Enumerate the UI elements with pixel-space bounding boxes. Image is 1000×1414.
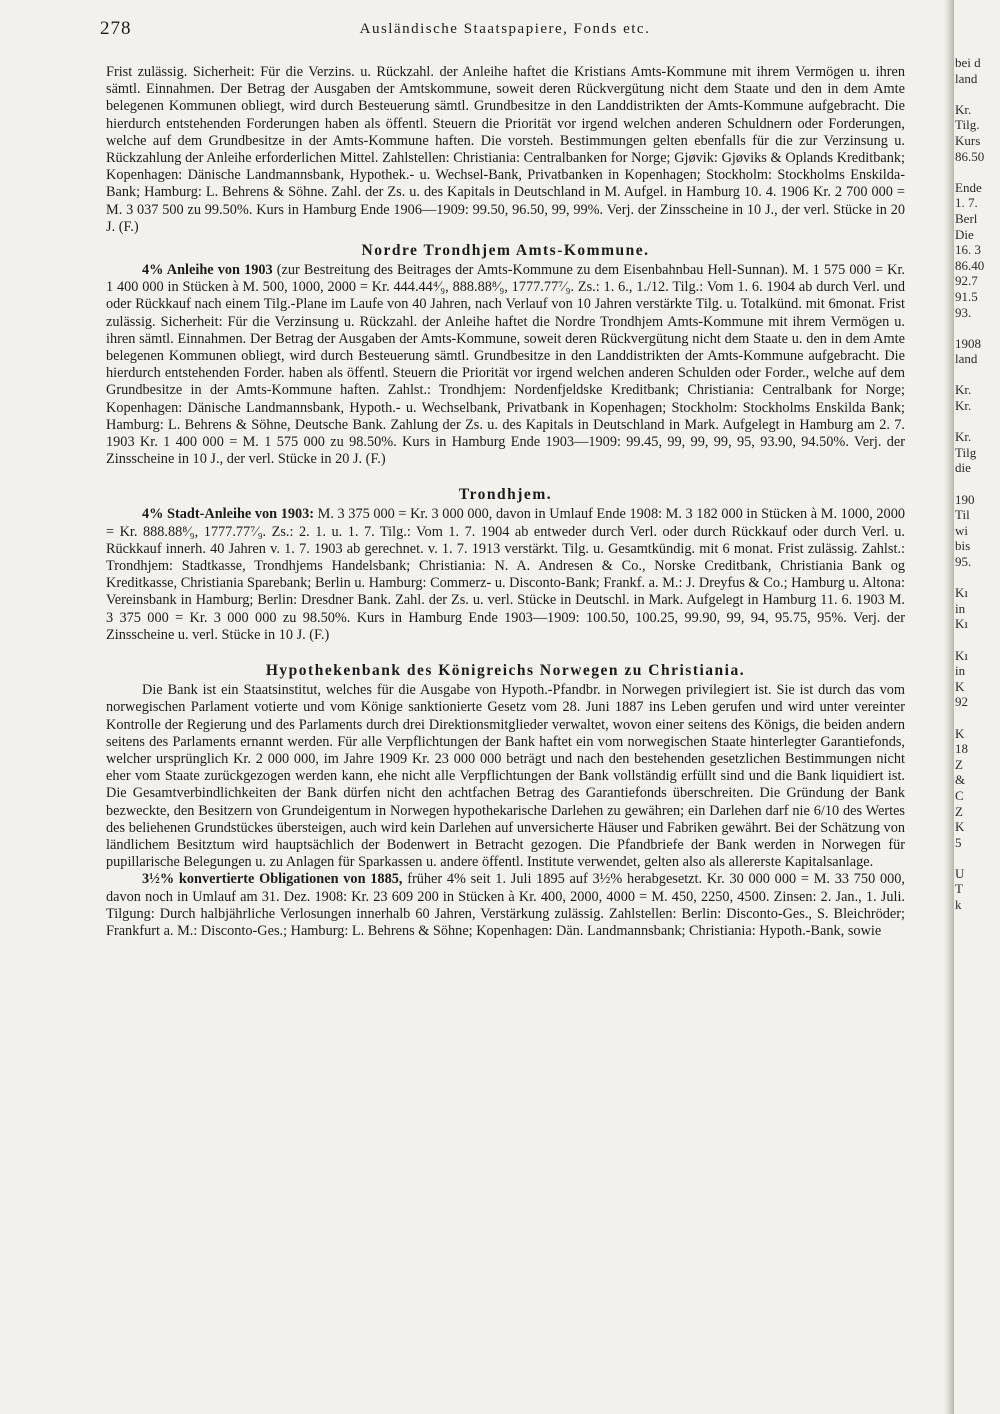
section-title-hypothekenbank: Hypothekenbank des Königreichs Norwegen zu Christiania. [265, 662, 746, 680]
adjacent-fragment: C [955, 787, 964, 803]
adjacent-fragment: & [955, 772, 966, 788]
adjacent-fragment: 18 [955, 741, 968, 757]
adjacent-fragment: Tilg. [955, 117, 980, 133]
adjacent-fragment: Til [955, 507, 970, 523]
adjacent-fragment: 95. [955, 554, 972, 569]
adjacent-fragment: land [955, 351, 978, 367]
adjacent-gap [955, 367, 1000, 383]
adjacent-fragment: 91.5 [955, 288, 978, 304]
page-edge-shadow [944, 0, 954, 1414]
nordre-paragraph [106, 262, 905, 468]
adjacent-gap [955, 476, 1000, 492]
adjacent-gap [955, 320, 1000, 336]
adjacent-fragment: 190 [955, 491, 975, 507]
adjacent-fragment: k [955, 897, 962, 913]
main-text-column [106, 64, 905, 1404]
adjacent-fragment: die [955, 460, 971, 476]
adjacent-fragment: land [955, 70, 978, 86]
adjacent-gap [955, 414, 1000, 430]
nordre-loan-title: 4% Anleihe von 1903 [142, 262, 273, 279]
nordre-loan-body: (zur Bestreitung des Beitrages der Amts-Kommune zu dem Eisenbahnbau Hell-Sunnan). M. 1 575 000 = Kr. 1 400 000 in Stücken à M. 500, 1000, 2000 = Kr. 444.44⁴⁄₉, 888.88⁸⁄₉, 1777.77⁷⁄₉. Zs.: 1. 6., 1./12. Tilg.: Vom 1. 6. 1904 ab durch Verl. und oder Rückkauf nach einem Tilg.-Plane im Laufe von 40 Jahren, nach Verlauf von 10 Jahren verstärkte Tilg. u. Totalkünd. mit 6monat. Frist zulässig. Sicherheit: Für die Verzinsung u. Rückzahl. der Anleihe haftet die Nordre Trondhjem Amts-Kommune mit ihrem Vermögen u. ihren sämtl. Einnahmen. Der Betrag der Ausgaben der Amts-Kommune, soweit deren Rückvergütung nicht dem Staate u. den in dem Amte belegenen Kommunen obliegt, wird durch Besteuerung sämtl. Grundbesitze in den Landdistrikten der Amts-Kommune aufgebracht. Die hierdurch entstehenden Forder. haben als öffentl. Steuern die Priorität vor irgend welchen anderen Schulden oder Forder., welche auf dem Grundbesitze in der Amts-Kommune haften. Zahlst.: Trondhjem: Nordenfjeldske Kreditbank; Christiania: Centralbank for Norge; Kopenhagen: Dänische Landmannsbank, Hypoth.- u. Wechselbank, Privatbank in Kopenhagen; Stockholm: Stockholms Enskilda Bank; Hamburg: L. Behrens & Söhne, Deutsche Bank. Zahlung der Zs. u. des Kapitals in Deutschland in Mark. Aufgelegt in Hamburg am 2. 7. 1903 Kr. 1 400 000 = M. 1 575 000 zu 98.50%. Kurs in Hamburg Ende 1903—1909: 99.45, 99, 99, 99, 95, 93.90, 94.50%. Verj. der Zinsscheine in 10 J., der verl. Stücke in 20 J. (F.) [106, 262, 905, 468]
adjacent-fragment: Kı [955, 616, 968, 632]
adjacent-fragment: Kr. [955, 382, 972, 398]
trondhjem-paragraph [106, 506, 905, 644]
adjacent-gap [955, 86, 1000, 102]
adjacent-gap [955, 164, 1000, 180]
adjacent-fragment: Kı [955, 585, 968, 601]
adjacent-fragment: 1. 7. [955, 195, 978, 211]
adjacent-fragment: 16. 3 [955, 242, 981, 258]
adjacent-fragment: 86.40 [955, 257, 985, 273]
spacer [106, 644, 905, 656]
page-number: 278 [100, 18, 132, 39]
adjacent-page-strip [955, 55, 1000, 1414]
hypothekenbank-intro: Die Bank ist ein Staatsinstitut, welches für die Ausgabe von Hypoth.-Pfandbr. in Norwegen privilegiert ist. Sie ist durch das vom norwegischen Parlament votierte und vom Könige sanktionierte Gesetz vom 28. Juni 1887 ins Leben gerufen und wird unter vereinter Kontrolle der Regierung und des Parlaments durch drei Direktionsmitglieder verwaltet, wovon einer seitens des Königs, die beiden andern seitens des Parlaments ernannt werden. Für alle Verpflichtungen der Bank haftet ein vom norwegischen Staate hinterlegter Garantiefonds, welcher ursprünglich Kr. 2 000 000, im Jahre 1909 Kr. 23 000 000 beträgt und nach den bestehenden gesetzlichen Bestimmungen nicht eher vom Staate zurückgezogen werden kann, ehe nicht alle Verpflichtungen der Bank vollständig erfüllt sind und die Bank liquidiert ist. Die Gesamtverbindlichkeiten der Bank dürfen nicht den achtfachen Betrag des Garantiefonds überschreiten. Die Gründung der Bank bezweckte, den Besitzern von Grundeigentum in Norwegen hypothekarische Darlehen zu gewähren; ein Darlehen darf nie 6/10 des Wertes des beliehenen Grundstückes übersteigen, auch wird kein Darlehen auf unversicherte Häuser und Fabriken gewährt. Bei der Schätzung von ländlichem Besitztum wird hauptsächlich der Bodenwert in Betracht gezogen. Die Pfandbriefe der Bank werden in Norwegen für pupillarische Belegungen u. zu Anlagen für Sparkassen u. andere öffentl. Institute verwendet, gelten also als allererste Kapitalsanlage. [106, 682, 905, 871]
section-title-trondhjem: Trondhjem. [458, 486, 553, 504]
adjacent-fragment: U [955, 865, 965, 881]
obligations-body: früher 4% seit 1. Juli 1895 auf 3½% herabgesetzt. Kr. 30 000 000 = M. 33 750 000, davon noch in Umlauf am 31. Dez. 1908: Kr. 23 609 200 in Stücken à Kr. 400, 2000, 4000 = M. 450, 2250, 4500. Zinsen: 2. Jan., 1. Juli. Tilgung: Durch halbjährliche Verlosungen innerhalb 60 Jahren, Verstärkung zulässig. Zahlstellen: Berlin: Disconto-Ges., S. Bleichröder; Frankfurt a. M.: Disconto-Ges.; Hamburg: L. Behrens & Söhne; Kopenhagen: Dän. Landmannsbank; Christiania: Hypoth.-Bank, sowie [106, 871, 905, 939]
adjacent-fragment: Die [955, 226, 974, 242]
adjacent-fragment: Kr. [955, 101, 972, 117]
section-title-nordre-trondhjem: Nordre Trondhjem Amts-Kommune. [361, 242, 650, 260]
adjacent-fragment: Z [955, 803, 963, 819]
adjacent-fragment: 92 [955, 694, 968, 710]
adjacent-fragment: Kr. [955, 398, 972, 414]
adjacent-fragment: Kurs [955, 132, 981, 148]
adjacent-fragment: T [955, 881, 963, 897]
adjacent-fragment: in [955, 600, 966, 616]
adjacent-fragment: Tilg [955, 444, 977, 460]
adjacent-fragment: 86.50 [955, 148, 985, 164]
adjacent-fragment: Kı [955, 647, 968, 663]
adjacent-fragment: bei d [955, 55, 981, 70]
adjacent-fragment: bis [955, 538, 971, 554]
adjacent-fragment: 92.7 [955, 273, 978, 289]
kristians-paragraph: Frist zulässig. Sicherheit: Für die Verzins. u. Rückzahl. der Anleihe haftet die Kristians Amts-Kommune mit ihrem Vermögen u. ihren sämtl. Einnahmen. Der Betrag der Ausgaben der Amtskommune, soweit deren Rückvergütung nicht dem Staate und den in dem Amte belegenen Kommunen obliegt, wird durch Besteuerung sämtl. Grundbesitze in den Landdistrikten der Amts-Kommune aufgebracht. Die hierdurch entstehenden Forderungen haben als öffentl. Steuern die Priorität vor irgend welchen anderen Schuldnern oder Forderungen, welche auf dem Grundbesitze in der Amts-Kommune haften. Die vorsteh. Bestimmungen gelten ebenfalls für die zur Verzinsung u. Rückzahlung der Anleihe erforderlichen Mittel. Zahlstellen: Christiania: Centralbanken for Norge; Gjøvik: Gjøviks & Oplands Kreditbank; Kopenhagen: Dänische Landmannsbank, Hypothek.- u. Wechsel-Bank, Privatbanken in Kopenhagen; Stockholm: Stockholms Enskilda-Bank; Hamburg: L. Behrens & Söhne. Zahl. der Zs. u. des Kapitals in Deutschland in M. Aufgel. in Hamburg 10. 4. 1906 Kr. 2 700 000 = M. 3 037 500 zu 99.50%. Kurs in Hamburg Ende 1906—1909: 99.50, 96.50, 99, 99%. Verj. der Zinsscheine in 10 J., der verl. Stücke in 20 J. (F.) [106, 64, 905, 235]
page-header [100, 18, 910, 48]
obligations-title: 3½% konvertierte Obligationen von 1885, [142, 871, 403, 888]
adjacent-fragment: K [955, 819, 965, 835]
adjacent-fragment: Berl [955, 210, 978, 226]
adjacent-fragment: 93. [955, 304, 972, 320]
adjacent-gap [955, 570, 1000, 586]
adjacent-fragment: Kr. [955, 429, 972, 445]
adjacent-gap [955, 850, 1000, 866]
adjacent-fragment: Ende [955, 179, 982, 195]
trondhjem-loan-body: M. 3 375 000 = Kr. 3 000 000, davon in Umlauf Ende 1908: M. 3 182 000 in Stücken à M. 1000, 2000 = Kr. 888.88⁸⁄₉, 1777.77⁷⁄₉. Zs.: 2. 1. u. 1. 7. Tilg.: Vom 1. 7. 1904 ab entweder durch Verl. oder durch Rückkauf oder durch Verl. u. Rückkauf innerh. 40 Jahren v. 1. 7. 1903 ab gerechnet. v. 1. 7. 1913 verstärkt. Tilg. u. Gesamtkündig. mit 6 monat. Frist zulässig. Zahlst.: Trondhjem: Stadtkasse, Trondhjems Handelsbank; Christiania: N. A. Andresen & Co., Norske Creditbank, Christiania Bank og Kreditkasse, Christiania Sparebank; Berlin u. Hamburg: Commerz- u. Disconto-Bank; Frankf. a. M.: J. Dreyfus & Co.; Hamburg u. Altona: Vereinsbank in Hamburg; Berlin: Dresdner Bank. Zahl. der Zs. u. verl. Stücke in Deutschl. in Mark. Aufgelegt in Hamburg 11. 6. 1903 M. 3 375 000 = Kr. 3 000 000 zu 98.50%. Kurs in Hamburg Ende 1903—1909: 100.50, 100.25, 99.90, 99, 94, 95.75, 95%. Verj. der Zinsscheine u. verl. Stücke in 10 J. (F.) [106, 506, 905, 643]
adjacent-gap [955, 710, 1000, 726]
adjacent-fragment: 1908 [955, 335, 981, 351]
adjacent-fragment: Z [955, 756, 963, 772]
adjacent-fragment: K [955, 678, 965, 694]
adjacent-fragment: 5 [955, 834, 962, 850]
adjacent-fragment: in [955, 663, 966, 679]
hypothekenbank-obligations [106, 871, 905, 940]
adjacent-fragment: wi [955, 522, 968, 538]
adjacent-fragment: K [955, 725, 965, 741]
adjacent-gap [955, 632, 1000, 648]
running-head: Ausländische Staatspapiere, Fonds etc. [359, 21, 651, 37]
spacer [106, 468, 905, 480]
trondhjem-loan-title: 4% Stadt-Anleihe von 1903: [142, 506, 315, 523]
